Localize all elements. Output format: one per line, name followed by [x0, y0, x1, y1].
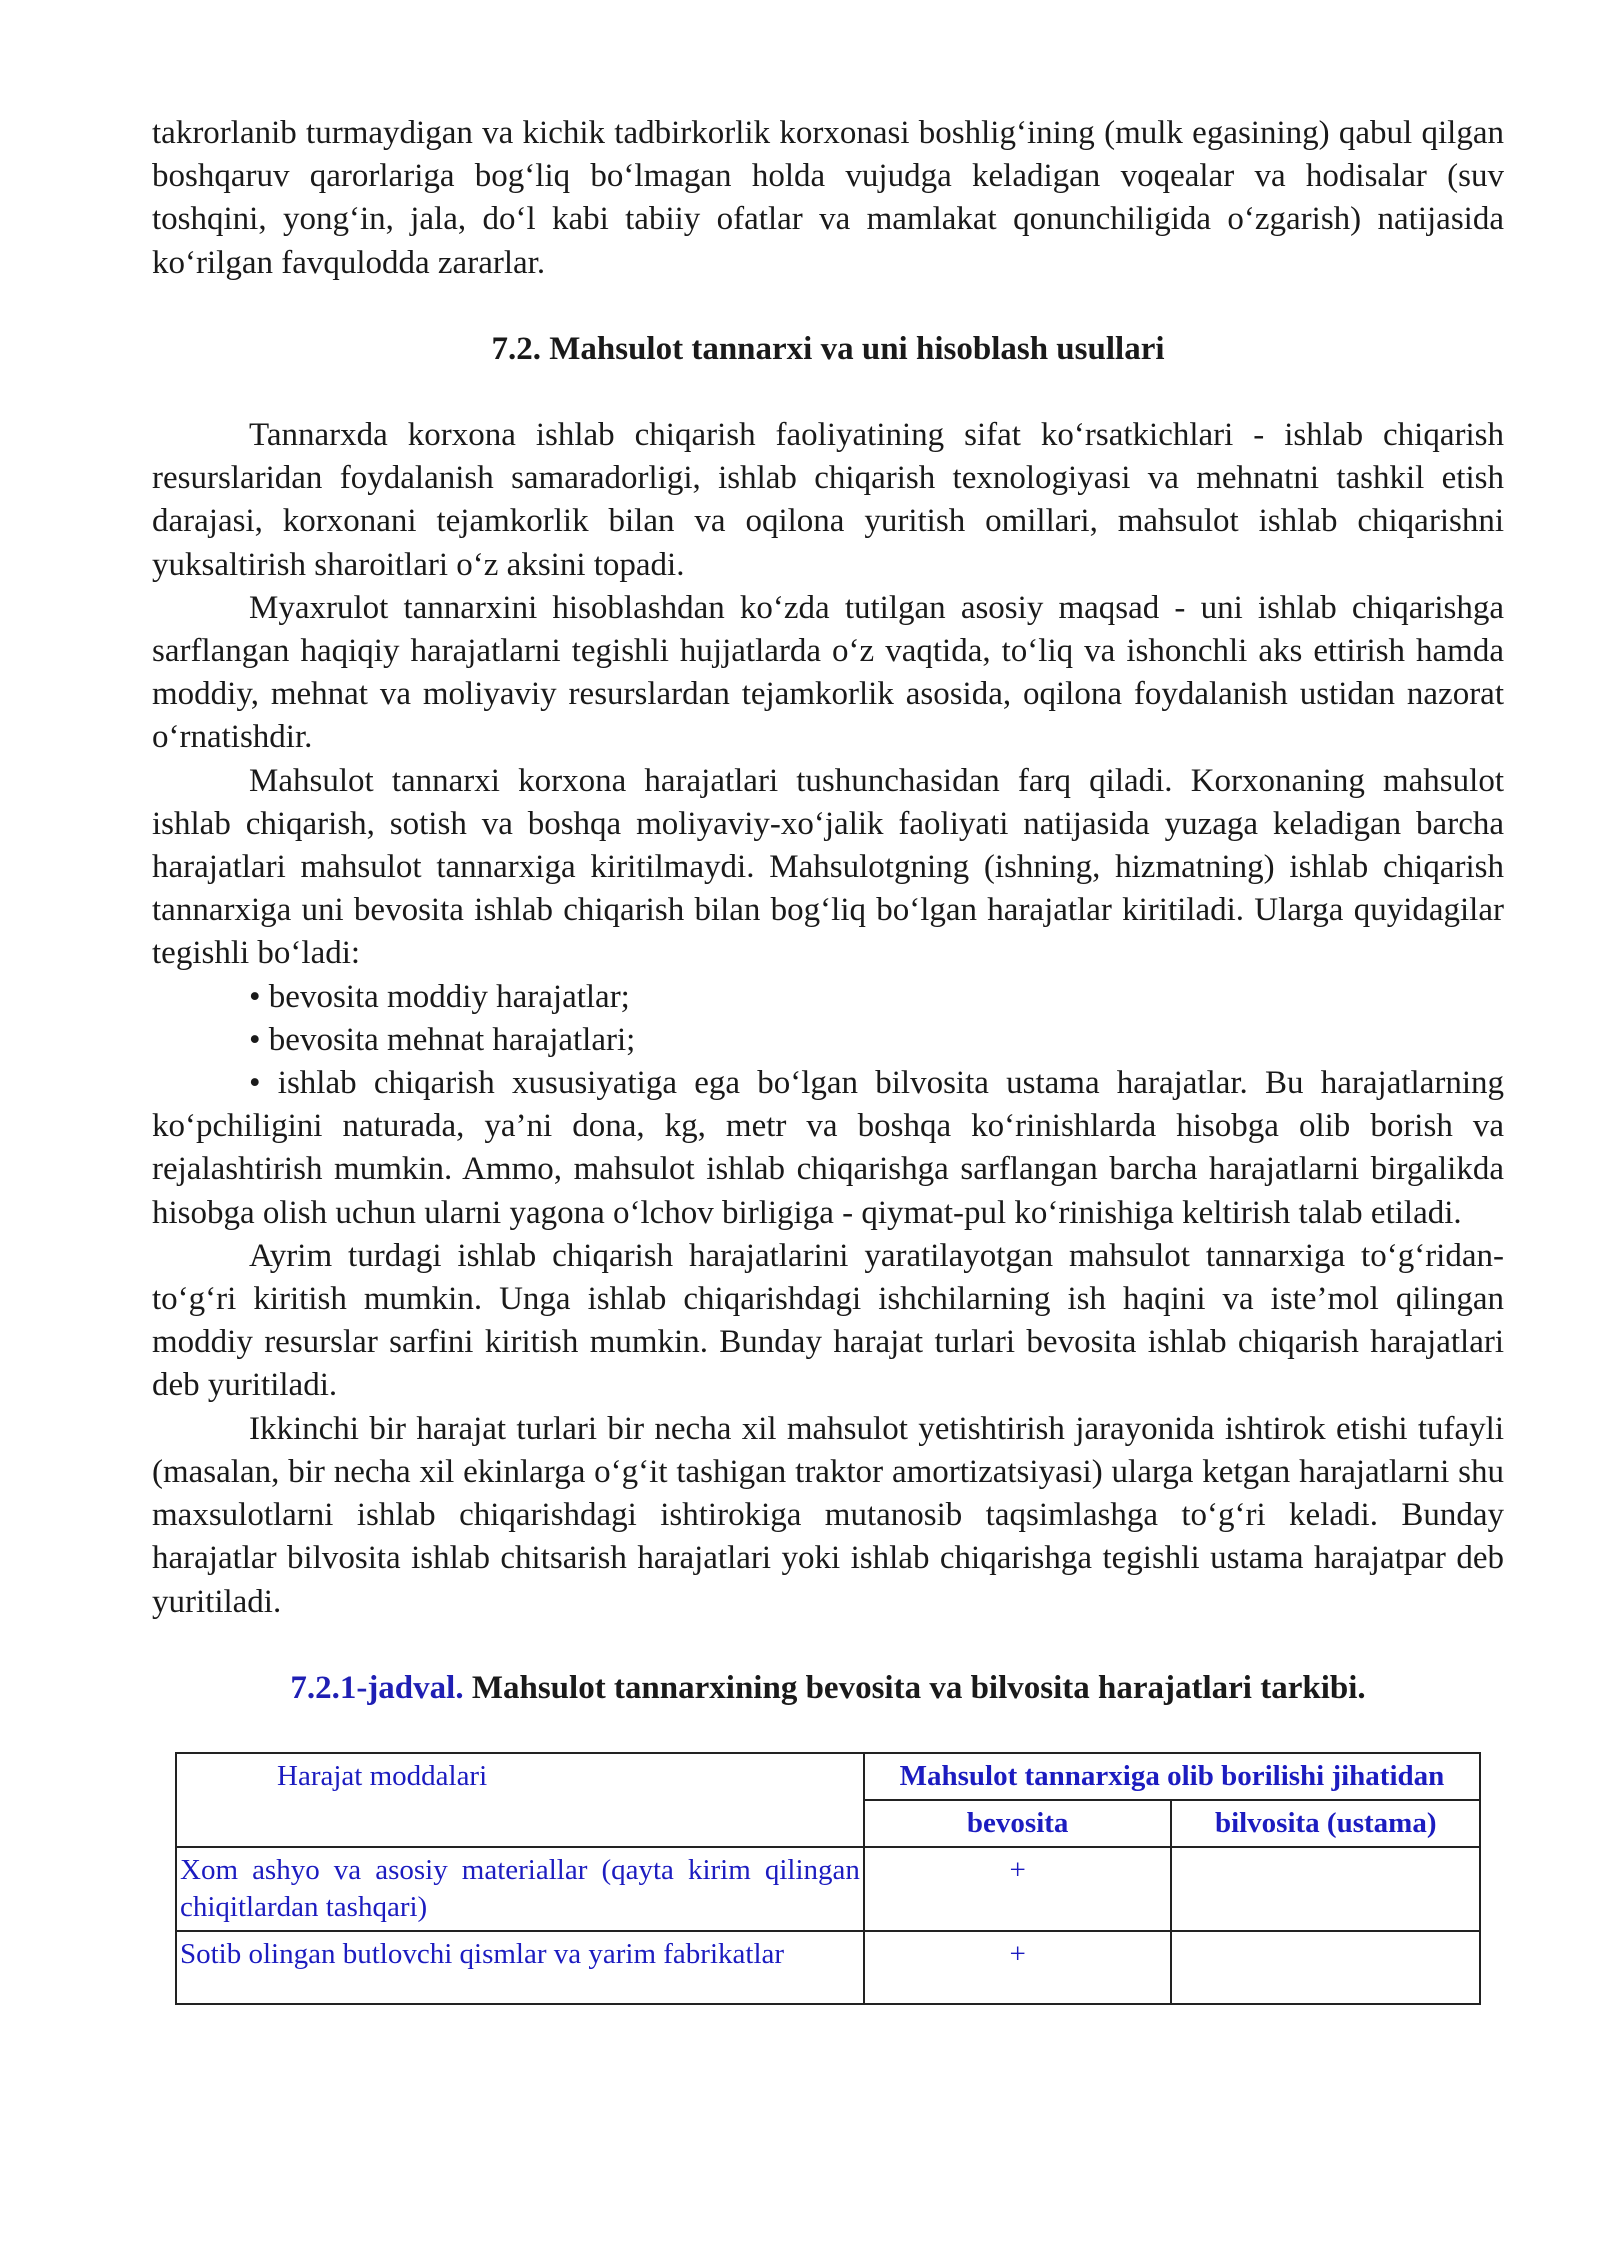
cell-indirect: [1171, 1847, 1480, 1931]
paragraph-continuation: takrorlanib turmaydigan va kichik tadbirkorlik korxonasi boshlig‘ining (mulk egasining) qabul qilgan boshqaruv qarorlariga bog‘liq bo‘lmagan holda vujudga keladigan voqealar va hodisalar (suv toshqini, yong‘in, jala, do‘l kabi tabiiy ofatlar va mamlakat qonunchiligida o‘zgarish) natijasida ko‘rilgan favqulodda zararlar.: [152, 115, 1504, 281]
bullet-item-long: • ishlab chiqarish xususiyatiga ega bo‘lgan bilvosita ustama harajatlar. Bu harajatlarning ko‘pchiligini naturada, ya’ni dona, kg, metr va boshqa ko‘rinishlarda hisobga olib borish va rejalashtirish mumkin. Ammo, mahsulot ishlab chiqarishga sarflangan barcha harajatlarni birgalikda hisobga olish uchun ularni yagona o‘lchov birligiga - qiymat-pul ko‘rinishiga keltirish talab etiladi.: [152, 1065, 1504, 1231]
cell-item: Xom ashyo va asosiy materiallar (qayta kirim qilingan chiqitlardan tashqari): [176, 1847, 864, 1931]
table-caption-text: Mahsulot tannarxining bevosita va bilvosita harajatlari tarkibi.: [463, 1669, 1366, 1706]
cell-item: Sotib olingan butlovchi qismlar va yarim fabrikatlar: [176, 1931, 864, 2004]
table-reference: 7.2.1-jadval.: [290, 1669, 464, 1706]
document-page: [152, 112, 1504, 2005]
header-group: Mahsulot tannarxiga olib borilishi jihatidan: [864, 1753, 1480, 1800]
cost-structure-table: [175, 1752, 1481, 2005]
cell-direct: +: [864, 1931, 1172, 2004]
paragraph: Ikkinchi bir harajat turlari bir necha xil mahsulot yetishtirish jarayonida ishtirok etishi tufayli (masalan, bir necha xil ekinlarga o‘g‘it tashigan traktor amortizatsiyasi) ularga ketgan harajatlarni shu maxsulotlarni ishlab chiqarishdagi ishtirokiga mutanosib taqsimlashga to‘g‘ri keladi. Bunday harajatlar bilvosita ishlab chitsarish harajatlari yoki ishlab chiqarishga tegishli ustama harajatpar deb yuritiladi.: [152, 1410, 1504, 1620]
bullet-item: • bevosita mehnat harajatlari;: [249, 1021, 636, 1058]
cell-direct: +: [864, 1847, 1172, 1931]
table-caption: [152, 1667, 1504, 1710]
paragraph: Tannarxda korxona ishlab chiqarish faoliyatining sifat ko‘rsatkichlari - ishlab chiqarish resurslaridan foydalanish samaradorligi, ishlab chiqarish texnologiyasi va mehnatni tashkil etish darajasi, korxonani tejamkorlik bilan va oqilona yuritish omillari, mahsulot ishlab chiqarishni yuksaltirish sharoitlari o‘z aksini topadi.: [152, 417, 1504, 583]
header-direct: bevosita: [864, 1800, 1172, 1847]
section-title: 7.2. Mahsulot tannarxi va uni hisoblash usullari: [491, 330, 1165, 367]
bullet-item: • bevosita moddiy harajatlar;: [249, 978, 630, 1015]
paragraph: Myaxrulot tannarxini hisoblashdan ko‘zda tutilgan asosiy maqsad - uni ishlab chiqarishga sarflangan haqiqiy harajatlarni tegishli hujjatlarda o‘z vaqtida, to‘liq va ishonchli aks ettirish hamda moddiy, mehnat va moliyaviy resurslardan tejamkorlik asosida, oqilona foydalanish ustidan nazorat o‘rnatishdir.: [152, 589, 1504, 756]
paragraph: Mahsulot tannarxi korxona harajatlari tushunchasidan farq qiladi. Korxonaning mahsulot ishlab chiqarish, sotish va boshqa moliyaviy-xo‘jalik faoliyati natijasida yuzaga keladigan barcha harajatlari mahsulot tannarxiga kiritilmaydi. Mahsulotgning (ishning, hizmatning) ishlab chiqarish tannarxiga uni bevosita ishlab chiqarish bilan bog‘liq bo‘lgan harajatlar kiritiladi. Ularga quyidagilar tegishli bo‘ladi:: [152, 762, 1504, 972]
table-row: [176, 1847, 1480, 1931]
paragraph: Ayrim turdagi ishlab chiqarish harajatlarini yaratilayotgan mahsulot tannarxiga to‘g‘ridan-to‘g‘ri kiritish mumkin. Unga ishlab chiqarishdagi ishchilarning ish haqini va iste’mol qilingan moddiy resurslar sarfini kiritish mumkin. Bunday harajat turlari bevosita ishlab chiqarish harajatlari deb yuritiladi.: [152, 1237, 1504, 1404]
table-row: [176, 1931, 1480, 2004]
cell-indirect: [1171, 1931, 1480, 2004]
bullet-list: [152, 976, 1504, 1062]
header-indirect: bilvosita (ustama): [1171, 1800, 1480, 1847]
header-cost-items: Harajat moddalari: [176, 1753, 864, 1847]
